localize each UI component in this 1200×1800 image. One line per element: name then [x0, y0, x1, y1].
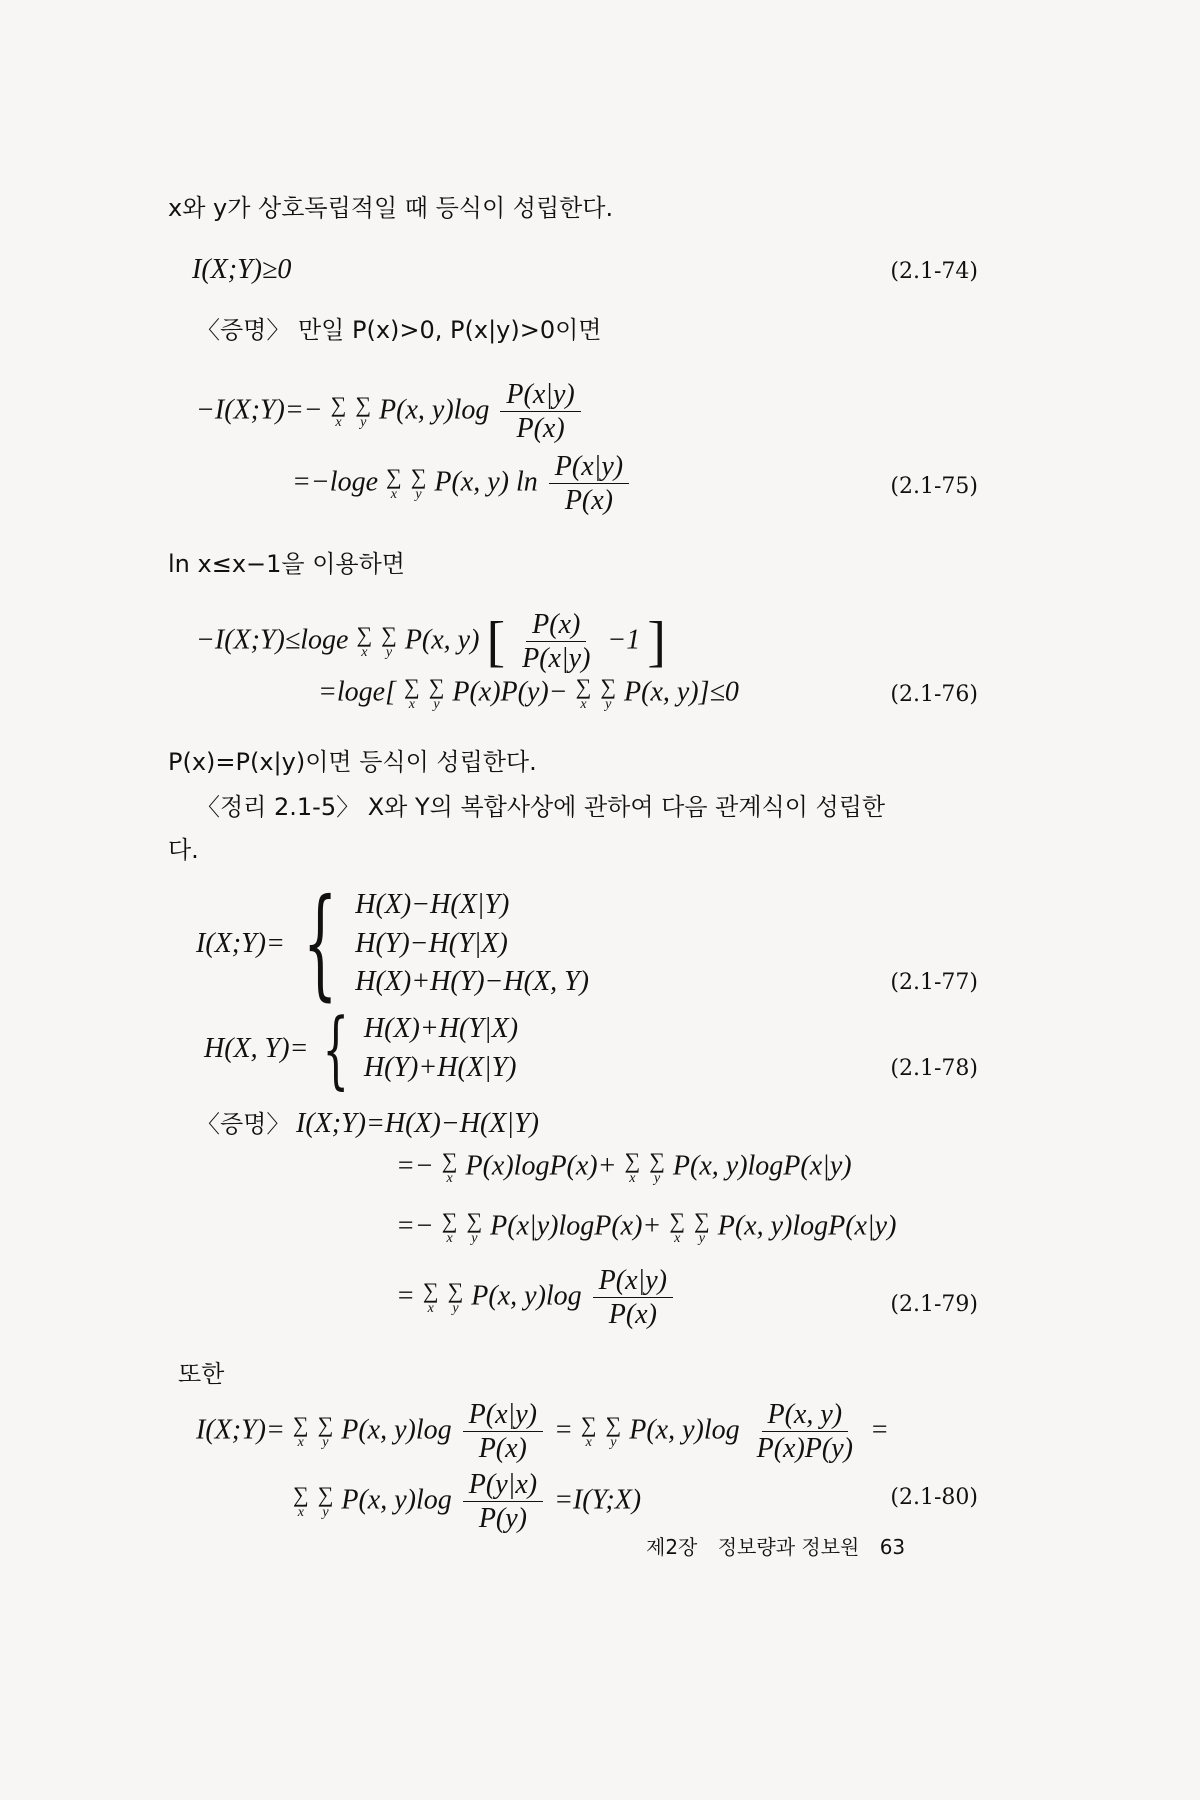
proof-line-b — [396, 1150, 852, 1186]
equation-number-78: (2.1-78) — [890, 1056, 978, 1081]
sum-y: ∑ y — [317, 1481, 334, 1520]
inequality-74: I(X;Y)≥0 — [192, 254, 292, 285]
theorem-continuation: 다. — [168, 836, 199, 864]
fraction-2: $\frac{P(x, y)}{P(x)P(y)}$ — [756, 1399, 853, 1465]
right-bracket: ] — [647, 610, 666, 673]
fraction: $\frac{P(x|y)}{P(x)}$ — [549, 452, 629, 516]
eq-mid: P(x|y)logP(x)+ — [490, 1210, 662, 1242]
also-text: 또한 — [178, 1360, 225, 1388]
equation-number-76: (2.1-76) — [890, 682, 978, 707]
equation-number-75: (2.1-75) — [890, 474, 978, 499]
case-3: H(X)+H(Y)−H(X, Y) — [355, 966, 589, 998]
equality-condition-text: P(x)=P(x|y)이면 등식이 성립한다. — [168, 748, 537, 776]
proof-line-a: I(X;Y)=H(X)−H(X|Y) — [296, 1108, 539, 1139]
equation-80a — [196, 1400, 889, 1464]
case-1: H(X)+H(Y|X) — [363, 1013, 519, 1045]
equation-78 — [204, 1000, 519, 1098]
eq-end: P(x, y)logP(x|y) — [672, 1150, 852, 1182]
sum-y: ∑ y — [466, 1208, 483, 1246]
equals-end: = — [869, 1414, 889, 1446]
equation-number-77: (2.1-77) — [890, 970, 978, 995]
eq-end: P(x, y)logP(x|y) — [717, 1210, 897, 1242]
intro-text: x와 y가 상호독립적일 때 등식이 성립한다. — [168, 194, 614, 222]
left-brace: { — [322, 1000, 350, 1098]
page-number: 63 — [879, 1535, 906, 1559]
sum-y: ∑ y — [694, 1208, 710, 1246]
sum-y: ∑ y — [410, 463, 427, 502]
sum-x: ∑ x — [356, 621, 373, 660]
eq-body: P(x, y)log — [379, 394, 490, 426]
eq-lhs: =loge[ — [318, 676, 396, 708]
sum-x: ∑ x — [404, 674, 420, 712]
equation-75b — [292, 452, 633, 516]
footer-title: 정보량과 정보원 — [717, 1535, 860, 1559]
cases-77 — [355, 886, 589, 1002]
eq-lhs: H(X, Y)= — [204, 1033, 309, 1064]
fraction: $\frac{P(x|y)}{P(x)}$ — [593, 1266, 673, 1330]
equation-80b — [292, 1470, 641, 1534]
eq-lhs: =−loge — [292, 466, 378, 498]
eq-lhs: =− — [396, 1150, 434, 1182]
left-bracket: [ — [486, 610, 506, 673]
eq-tail: −1 — [607, 624, 641, 656]
sum-x: ∑ x — [441, 1208, 458, 1246]
eq-body: P(x, y)log — [471, 1280, 582, 1312]
proof-lead-2: 〈증명〉 — [196, 1110, 291, 1138]
eq-lhs: =− — [396, 1210, 434, 1242]
fraction-1: $\frac{P(x|y)}{P(x)}$ — [463, 1400, 543, 1464]
proof-lead-1: 〈증명〉 만일 P(x)>0, P(x|y)>0이면 — [196, 316, 602, 344]
sum-y: ∑ y — [317, 1411, 334, 1450]
sum-x: ∑ x — [580, 1411, 597, 1450]
eq-body: P(x, y) — [404, 624, 480, 656]
proof-line-c — [396, 1210, 896, 1246]
eq-mid: P(x)logP(x)+ — [465, 1150, 617, 1182]
sum-y: ∑ y — [649, 1148, 665, 1186]
sum-y: ∑ y — [447, 1277, 464, 1316]
proof-line-d — [396, 1266, 677, 1330]
sum-y: ∑ y — [605, 1411, 622, 1450]
use-inequality-text: ln x≤x−1을 이용하면 — [168, 550, 405, 578]
sum-x: ∑ x — [386, 463, 402, 502]
cases-78 — [364, 1010, 518, 1087]
eq-lhs: −I(X;Y)≤loge — [196, 624, 349, 656]
footer-chapter: 제2장 — [646, 1535, 698, 1559]
eq-lhs: I(X;Y)= — [196, 1414, 285, 1446]
sum-x: ∑ x — [669, 1208, 686, 1246]
eq-lhs: −I(X;Y)=− — [196, 394, 323, 426]
theorem-2-1-5: 〈정리 2.1-5〉 X와 Y의 복합사상에 관하여 다음 관계식이 성립한 — [196, 793, 886, 821]
equation-number-74: (2.1-74) — [890, 259, 978, 284]
sum-y: ∑ y — [381, 621, 397, 660]
sum-y: ∑ y — [428, 674, 445, 712]
fraction: $\frac{P(x|y)}{P(x)}$ — [500, 380, 580, 444]
equals: = — [553, 1414, 573, 1446]
sum-x: ∑ x — [292, 1411, 309, 1450]
eq-body: P(x, y)log — [341, 1484, 452, 1516]
case-1: H(X)−H(X|Y) — [355, 889, 510, 921]
eq-body-2: P(x, y)log — [629, 1414, 740, 1446]
eq-body-1: P(x, y)log — [341, 1414, 452, 1446]
eq-mid: P(x)P(y)− — [452, 676, 568, 708]
eq-body: P(x, y) ln — [434, 466, 538, 498]
sum-y: ∑ y — [355, 391, 372, 430]
equation-77 — [196, 874, 589, 1013]
equation-number-80: (2.1-80) — [890, 1485, 978, 1510]
equation-number-79: (2.1-79) — [890, 1292, 978, 1317]
eq-lhs: I(X;Y)= — [196, 928, 285, 959]
equation-75a — [196, 380, 585, 444]
equation-76b — [318, 676, 739, 712]
sum-x: ∑ x — [293, 1481, 309, 1520]
eq-end: P(x, y)]≤0 — [624, 676, 739, 708]
fraction: $\frac{P(x)}{P(x|y)}$ — [522, 609, 591, 675]
case-2: H(Y)+H(X|Y) — [363, 1052, 517, 1083]
sum-x: ∑ x — [624, 1148, 641, 1186]
sum-x: ∑ x — [422, 1277, 439, 1316]
left-brace: { — [302, 874, 338, 1013]
fraction: $\frac{P(y|x)}{P(y)}$ — [463, 1470, 543, 1534]
page-footer — [646, 1531, 919, 1560]
sum-x: ∑ x — [441, 1148, 458, 1186]
case-2: H(Y)−H(Y|X) — [355, 927, 508, 959]
sum-x: ∑ x — [575, 674, 592, 712]
sum-y: ∑ y — [600, 674, 617, 712]
equation-76a — [196, 610, 666, 674]
eq-lhs: = — [396, 1280, 415, 1312]
eq-end: =I(Y;X) — [554, 1484, 642, 1516]
sum-x: ∑ x — [330, 391, 347, 430]
